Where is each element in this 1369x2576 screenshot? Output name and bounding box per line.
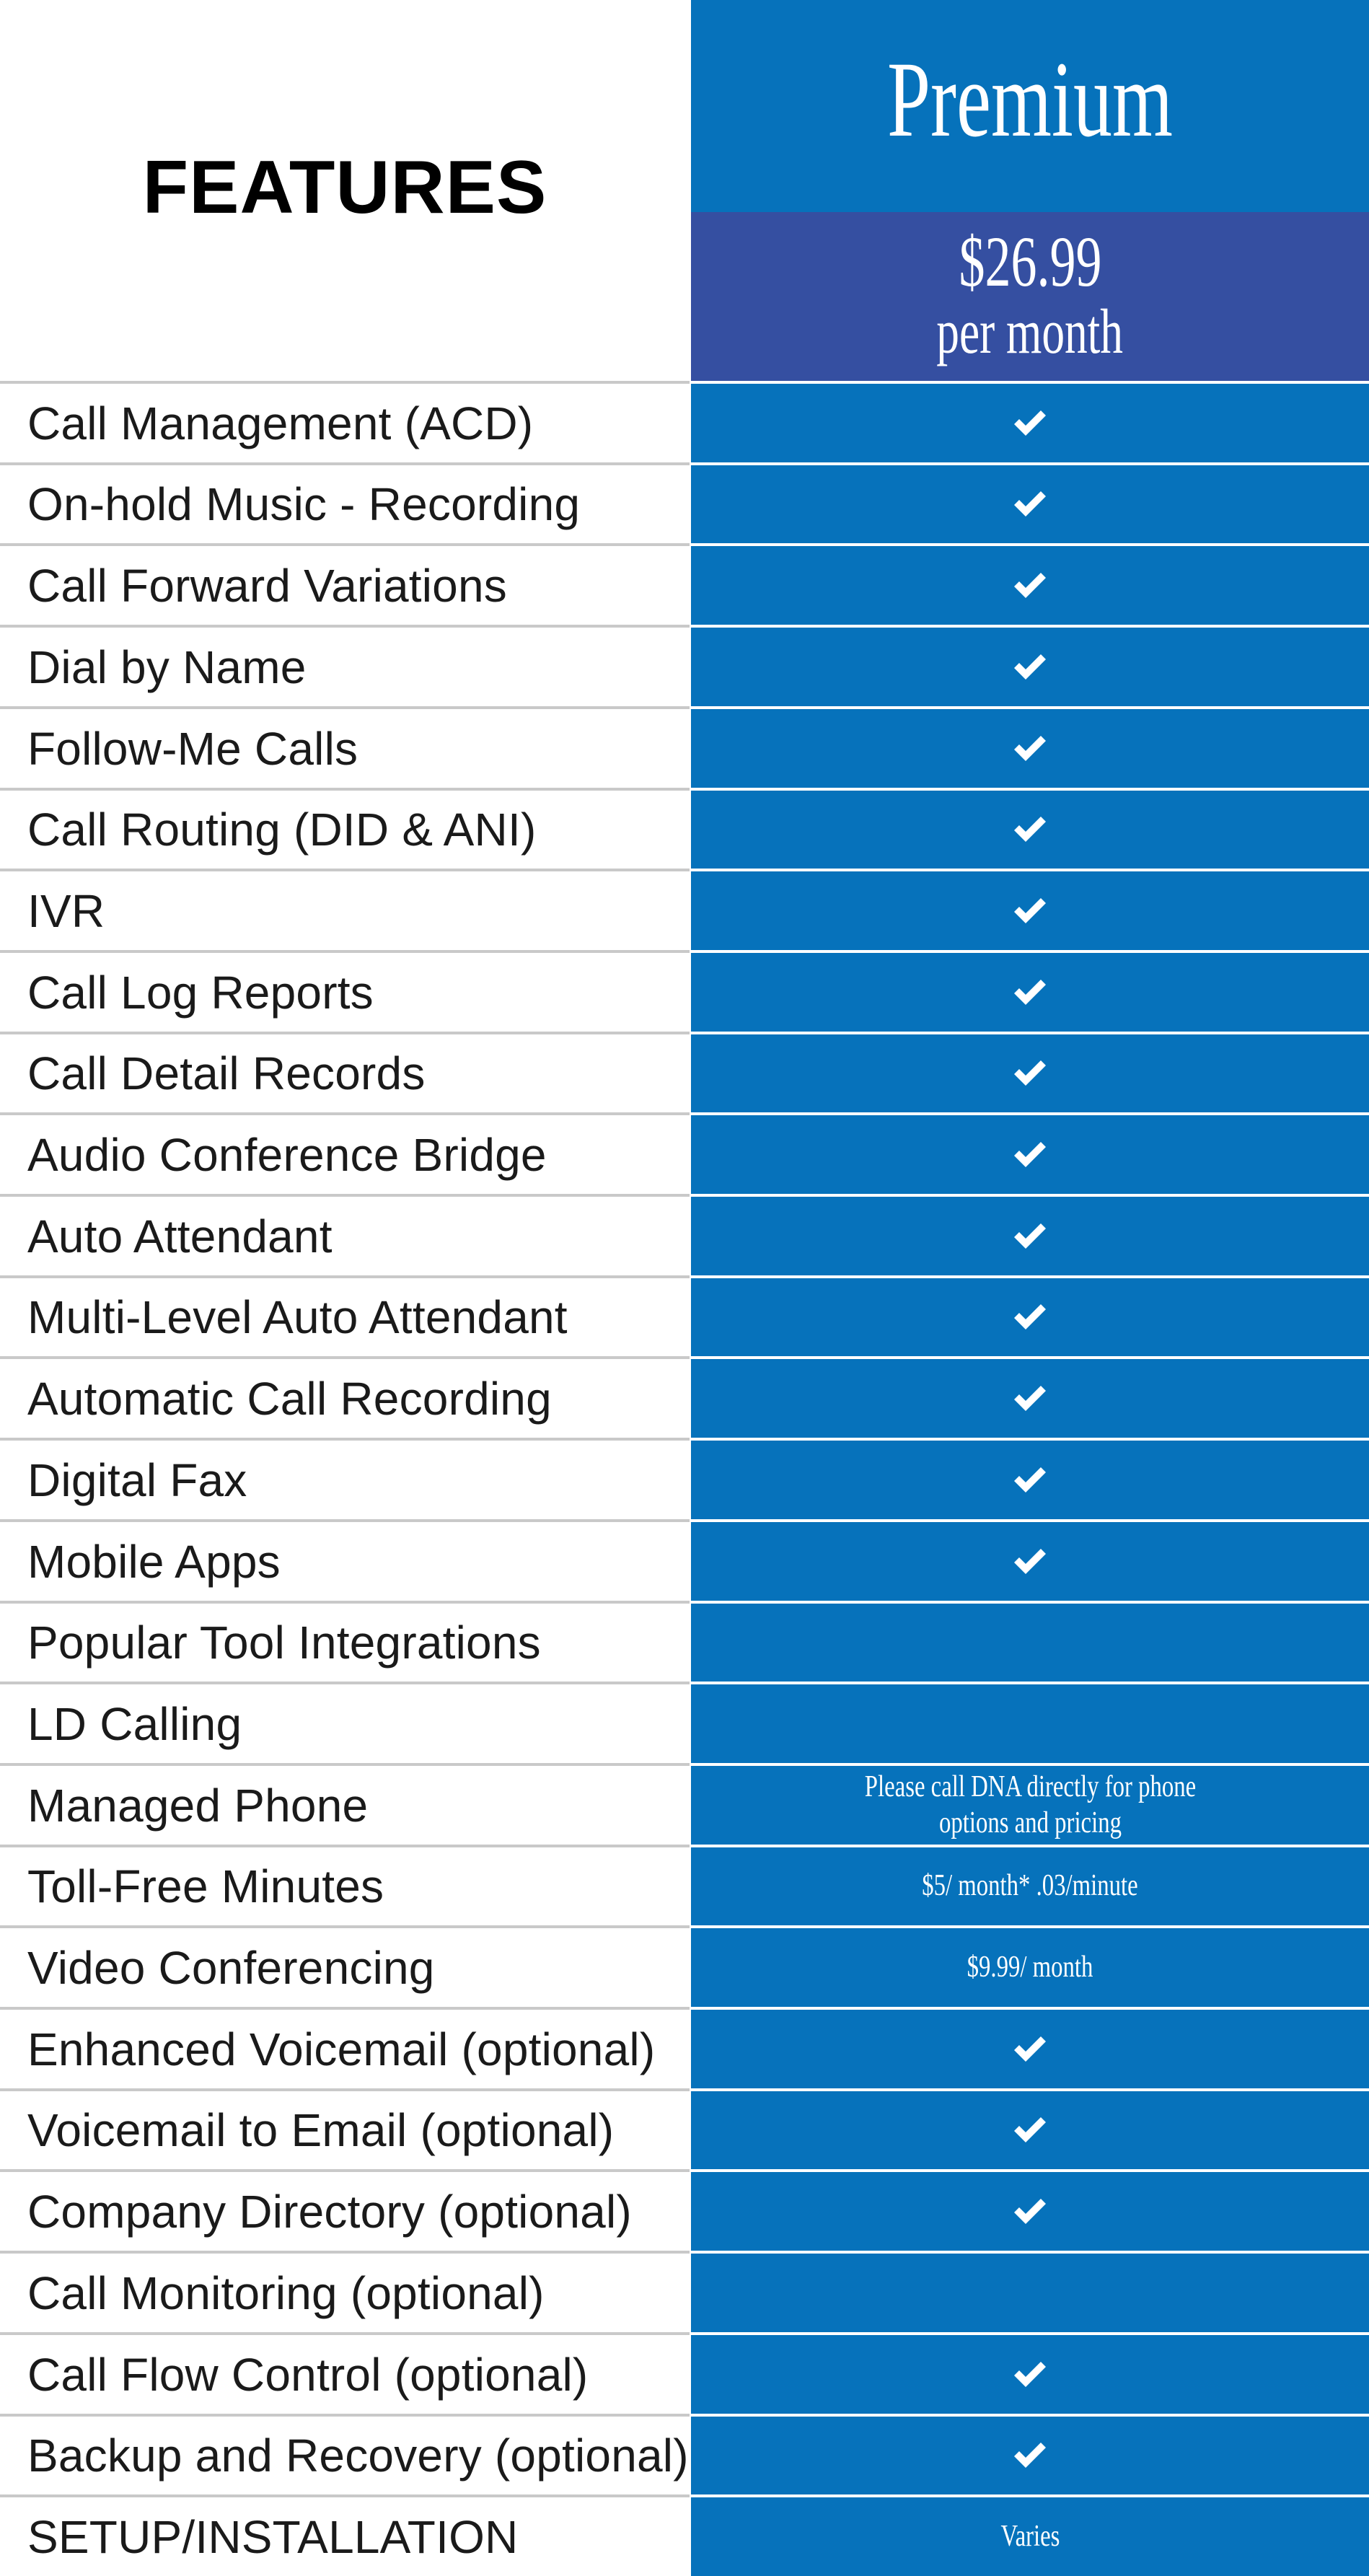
- table-row: [0, 1682, 1369, 1763]
- feature-label-cell: [0, 2251, 690, 2332]
- feature-label-cell: [0, 2169, 690, 2251]
- price-cell: [691, 212, 1369, 381]
- plan-value-cell: [691, 1601, 1369, 1682]
- table-row: [0, 1601, 1369, 1682]
- table-row: [0, 2088, 1369, 2169]
- plan-value-text: [864, 1770, 1195, 1841]
- feature-label-cell: [0, 1438, 690, 1519]
- price-period: per month: [936, 297, 1124, 367]
- feature-label-cell: [0, 1112, 690, 1194]
- feature-label: Popular Tool Integrations: [27, 1617, 541, 1669]
- feature-label: Automatic Call Recording: [27, 1372, 552, 1425]
- feature-label-cell: [0, 1356, 690, 1438]
- plan-name: Premium: [886, 40, 1173, 159]
- table-row: [0, 1356, 1369, 1438]
- feature-label: Company Directory (optional): [27, 2185, 632, 2238]
- feature-label: Audio Conference Bridge: [27, 1128, 547, 1181]
- plan-value-cell: [691, 2332, 1369, 2414]
- plan-value-cell: [691, 1682, 1369, 1763]
- plan-value-cell: [691, 2414, 1369, 2494]
- feature-label-cell: [0, 950, 690, 1032]
- checkmark-icon: [1012, 408, 1048, 439]
- plan-value-cell: [691, 543, 1369, 625]
- plan-value-cell: [691, 625, 1369, 706]
- features-title: FEATURES: [142, 145, 547, 229]
- feature-label-cell: [0, 1845, 690, 1925]
- plan-value-cell: [691, 1519, 1369, 1601]
- checkmark-icon: [1012, 814, 1048, 845]
- feature-label-cell: [0, 381, 690, 462]
- table-row: [0, 2169, 1369, 2251]
- feature-label: Call Routing (DID & ANI): [27, 804, 537, 856]
- table-row: [0, 1845, 1369, 1925]
- plan-value-cell: [691, 1194, 1369, 1275]
- checkmark-icon: [1012, 2360, 1048, 2390]
- table-row: [0, 1925, 1369, 2007]
- table-row: [0, 706, 1369, 788]
- feature-label-cell: [0, 1275, 690, 1356]
- table-row: [0, 543, 1369, 625]
- checkmark-icon: [1012, 652, 1048, 682]
- feature-label: Managed Phone: [27, 1779, 369, 1832]
- feature-label: Call Management (ACD): [27, 397, 534, 449]
- feature-label: Call Forward Variations: [27, 559, 507, 612]
- checkmark-icon: [1012, 571, 1048, 601]
- table-header: [0, 0, 1369, 381]
- checkmark-icon: [1012, 1302, 1048, 1332]
- checkmark-icon: [1012, 1384, 1048, 1414]
- table-row: [0, 2332, 1369, 2414]
- feature-label: IVR: [27, 884, 105, 937]
- feature-label-cell: [0, 706, 690, 788]
- checkmark-icon: [1012, 896, 1048, 926]
- table-row: [0, 1032, 1369, 1112]
- feature-label: SETUP/INSTALLATION: [27, 2510, 519, 2563]
- plan-value-cell: [691, 1275, 1369, 1356]
- feature-label-cell: [0, 2007, 690, 2088]
- plan-value-cell: [691, 950, 1369, 1032]
- checkmark-icon: [1012, 734, 1048, 764]
- table-row: [0, 2251, 1369, 2332]
- price-amount: $26.99: [959, 221, 1101, 302]
- feature-label: On-hold Music - Recording: [27, 478, 581, 530]
- feature-label-cell: [0, 1194, 690, 1275]
- feature-label: Call Monitoring (optional): [27, 2267, 545, 2319]
- plan-value-text: [1000, 2519, 1060, 2555]
- table-row: [0, 1112, 1369, 1194]
- table-row: [0, 1438, 1369, 1519]
- table-row: [0, 1519, 1369, 1601]
- feature-label-cell: [0, 1032, 690, 1112]
- table-row: [0, 1763, 1369, 1845]
- feature-label: Auto Attendant: [27, 1210, 333, 1262]
- plan-value-text: [967, 1950, 1093, 1986]
- feature-label: Follow-Me Calls: [27, 722, 358, 775]
- table-row: [0, 625, 1369, 706]
- feature-label: LD Calling: [27, 1697, 242, 1750]
- feature-label: Video Conferencing: [27, 1941, 435, 1994]
- checkmark-icon: [1012, 2034, 1048, 2065]
- plan-value-cell: [691, 1845, 1369, 1925]
- checkmark-icon: [1012, 1058, 1048, 1089]
- plan-value-cell: [691, 788, 1369, 869]
- table-row: [0, 2414, 1369, 2494]
- plan-value-cell: [691, 1112, 1369, 1194]
- feature-label-cell: [0, 2494, 690, 2576]
- table-row: [0, 1275, 1369, 1356]
- feature-label: Enhanced Voicemail (optional): [27, 2023, 656, 2075]
- feature-label: Dial by Name: [27, 641, 307, 693]
- plan-value-cell: [691, 869, 1369, 950]
- checkmark-icon: [1012, 1140, 1048, 1170]
- plan-value-line: Varies: [1000, 2519, 1060, 2553]
- feature-label-cell: [0, 1519, 690, 1601]
- feature-label-cell: [0, 1682, 690, 1763]
- feature-label-cell: [0, 1925, 690, 2007]
- feature-label: Voicemail to Email (optional): [27, 2104, 615, 2156]
- plan-value-cell: [691, 2494, 1369, 2576]
- checkmark-icon: [1012, 2440, 1048, 2471]
- plan-value-line: $5/ month* .03/minute: [922, 1869, 1138, 1903]
- plan-value-line: options and pricing: [938, 1806, 1122, 1839]
- feature-label: Toll-Free Minutes: [27, 1860, 384, 1912]
- plan-value-cell: [691, 462, 1369, 543]
- feature-label-cell: [0, 462, 690, 543]
- table-row: [0, 2494, 1369, 2576]
- checkmark-icon: [1012, 977, 1048, 1008]
- checkmark-icon: [1012, 1221, 1048, 1252]
- table-row: [0, 462, 1369, 543]
- feature-label-cell: [0, 625, 690, 706]
- checkmark-icon: [1012, 2197, 1048, 2227]
- plan-value-line: Please call DNA directly for phone: [864, 1770, 1196, 1803]
- features-header-cell: [0, 0, 690, 381]
- checkmark-icon: [1012, 1547, 1048, 1577]
- feature-label: Multi-Level Auto Attendant: [27, 1291, 568, 1343]
- feature-label-cell: [0, 2088, 690, 2169]
- feature-label-cell: [0, 543, 690, 625]
- feature-label: Call Flow Control (optional): [27, 2348, 589, 2401]
- plan-value-cell: [691, 2169, 1369, 2251]
- feature-label: Call Detail Records: [27, 1047, 426, 1099]
- plan-value-line: $9.99/ month: [967, 1950, 1093, 1984]
- feature-label-cell: [0, 1763, 690, 1845]
- plan-value-cell: [691, 2007, 1369, 2088]
- plan-value-cell: [691, 381, 1369, 462]
- feature-label: Digital Fax: [27, 1454, 247, 1506]
- plan-name-cell: [691, 0, 1369, 212]
- table-row: [0, 1194, 1369, 1275]
- checkmark-icon: [1012, 1465, 1048, 1495]
- plan-value-cell: [691, 2088, 1369, 2169]
- feature-label: Mobile Apps: [27, 1535, 281, 1588]
- plan-value-cell: [691, 1356, 1369, 1438]
- plan-value-cell: [691, 1438, 1369, 1519]
- checkmark-icon: [1012, 2115, 1048, 2145]
- table-row: [0, 788, 1369, 869]
- feature-label-cell: [0, 2332, 690, 2414]
- plan-value-cell: [691, 2251, 1369, 2332]
- table-row: [0, 869, 1369, 950]
- plan-value-cell: [691, 706, 1369, 788]
- table-row: [0, 950, 1369, 1032]
- feature-label: Backup and Recovery (optional): [27, 2430, 689, 2482]
- plan-value-text: [922, 1868, 1137, 1904]
- feature-label-cell: [0, 869, 690, 950]
- feature-label-cell: [0, 1601, 690, 1682]
- plan-value-cell: [691, 1925, 1369, 2007]
- table-row: [0, 2007, 1369, 2088]
- plan-value-cell: [691, 1032, 1369, 1112]
- feature-label-cell: [0, 2414, 690, 2494]
- plan-value-cell: [691, 1763, 1369, 1845]
- table-row: [0, 381, 1369, 462]
- feature-label-cell: [0, 788, 690, 869]
- checkmark-icon: [1012, 489, 1048, 519]
- feature-label: Call Log Reports: [27, 966, 374, 1019]
